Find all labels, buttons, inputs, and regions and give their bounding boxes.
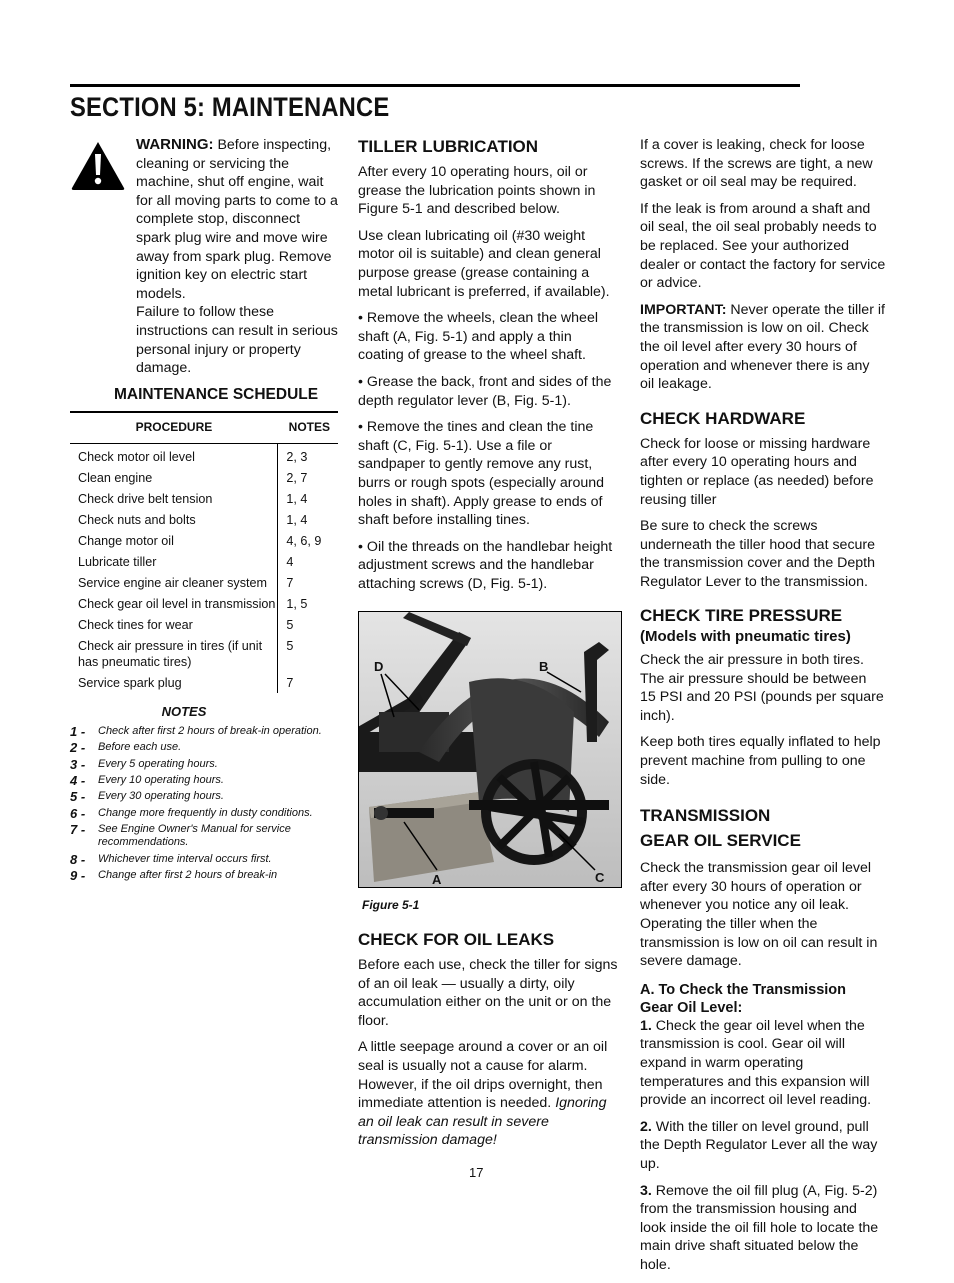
note-text: Check after first 2 hours of break-in operation.: [98, 725, 322, 738]
table-row: [70, 551, 338, 572]
paragraph: Keep both tires equally inflated to help prevent machine from pulling to one side.: [640, 734, 881, 788]
notes-cell: 7: [278, 672, 338, 693]
transmission-heading-line1: TRANSMISSION: [640, 806, 771, 826]
note-number: 6 -: [70, 805, 86, 821]
hardware-heading: CHECK HARDWARE: [640, 408, 806, 428]
table-row: [70, 593, 338, 614]
list-item: [70, 790, 338, 803]
notes-cell: 5: [278, 635, 338, 672]
note-text: Change after first 2 hours of break-in: [98, 868, 278, 881]
note-text: Every 10 operating hours.: [98, 774, 224, 787]
figure-caption: Figure 5-1: [362, 898, 420, 913]
step-1: [640, 1017, 886, 1110]
oil-leaks-heading: CHECK FOR OIL LEAKS: [358, 930, 555, 950]
step-text: With the tiller on level ground, pull the Depth Regulator Lever all the way up.: [640, 1118, 878, 1172]
figure-label-d: D: [374, 659, 384, 675]
col-procedure: PROCEDURE: [70, 412, 278, 444]
page-title: SECTION 5: MAINTENANCE: [70, 92, 390, 122]
list-item: [70, 807, 338, 820]
bullet: • Remove the wheels, clean the wheel shaft (A, Fig. 5-1) and apply a thin coating of grease to the wheel shaft.: [358, 310, 598, 364]
important-text: Never operate the tiller if the transmission is low on oil. Check the oil level after every 30 hours of operation and whenever there is any oil leakage.: [640, 301, 885, 393]
tiller-lubrication-heading: TILLER LUBRICATION: [358, 137, 539, 156]
step-text: Check the gear oil level when the transmission is cool. Gear oil will expand in warm operating temperatures and this expansion will provide an incorrect oil level reading.: [640, 1017, 872, 1109]
procedure-cell: Check air pressure in tires (if unit has pneumatic tires): [78, 638, 263, 669]
figure-label-c: C: [595, 870, 605, 886]
procedure-cell: Lubricate tiller: [78, 554, 157, 569]
paragraph: Check the transmission gear oil level after every 30 hours of operation or whenever you notice any oil leak. Operating the tiller when the transmission is low on oil can result in severe damage.: [640, 860, 878, 970]
note-text: Whichever time interval occurs first.: [98, 852, 272, 865]
paragraph: Use clean lubricating oil (#30 weight motor oil is suitable) and clean general purpose grease (grease containing a metal lubricant is preferred, if available).: [358, 227, 610, 300]
page-number: 17: [469, 1165, 484, 1180]
paragraph-warning-italic: Ignoring an oil leak can result in severe transmission damage!: [358, 1095, 607, 1149]
important-label: IMPORTANT:: [640, 301, 727, 318]
note-number: 7 -: [70, 821, 86, 837]
step-text: Remove the oil fill plug (A, Fig. 5-2) from the transmission housing and look inside the oil fill hole to locate the main drive shaft situated below the hole.: [640, 1182, 879, 1273]
notes-cell: 2, 7: [278, 467, 338, 488]
tire-pressure-heading: CHECK TIRE PRESSURE: [640, 606, 843, 626]
schedule-title: MAINTENANCE SCHEDULE: [114, 386, 319, 403]
transmission-heading: [640, 803, 886, 853]
notes-cell: 7: [278, 572, 338, 593]
list-item: [70, 725, 338, 738]
important-paragraph: [640, 301, 886, 394]
list-item: [70, 823, 338, 850]
list-item: [70, 869, 338, 882]
note-number: 9 -: [70, 867, 86, 883]
note-number: 1 -: [70, 724, 86, 740]
bullet: • Grease the back, front and sides of the depth regulator lever (B, Fig. 5-1).: [358, 373, 612, 409]
warning-consequence: Failure to follow these instructions can result in serious personal injury or property damage.: [136, 304, 338, 377]
note-number: 8 -: [70, 851, 86, 867]
note-number: 3 -: [70, 756, 86, 772]
paragraph: Be sure to check the screws underneath the tiller hood that secure the transmission cover and the Depth Regulator Lever to the transmission.: [640, 518, 876, 590]
table-row: [70, 509, 338, 530]
notes-cell: 4, 6, 9: [278, 530, 338, 551]
notes-cell: 4: [278, 551, 338, 572]
step-2: [640, 1118, 886, 1174]
procedure-cell: Service spark plug: [78, 675, 182, 690]
column-right: [640, 136, 886, 1283]
list-item: [70, 758, 338, 771]
notes-cell: 2, 3: [278, 443, 338, 467]
table-row: [70, 530, 338, 551]
paragraph: Before each use, check the tiller for signs of an oil leak — usually a dirty, oily accumulation either on the unit or on the floor.: [358, 957, 618, 1029]
transmission-heading-line2: GEAR OIL SERVICE: [640, 831, 801, 851]
note-text: Every 5 operating hours.: [98, 757, 218, 770]
procedure-cell: Clean engine: [78, 470, 153, 485]
table-row: [70, 467, 338, 488]
step-number: 3.: [640, 1182, 652, 1199]
warning-body: Before inspecting, cleaning or servicing the machine, shut off engine, wait for all moving parts to come to a complete stop, disconnect spark plug wire and move wire away from spark plug. Remove ignition key on electric start models.: [136, 137, 338, 302]
note-text: Every 30 operating hours.: [98, 790, 224, 803]
note-number: 4 -: [70, 773, 86, 789]
column-middle: [358, 136, 620, 1158]
list-item: [70, 774, 338, 787]
procedure-cell: Check gear oil level in transmission: [78, 596, 276, 611]
col-notes: NOTES: [278, 412, 338, 444]
procedure-cell: Check motor oil level: [78, 449, 195, 464]
transmission-subheading: [640, 981, 886, 1017]
notes-cell: 1, 5: [278, 593, 338, 614]
column-left: [70, 136, 338, 885]
bullet: • Remove the tines and clean the tine shaft (C, Fig. 5-1). Use a file or sandpaper to gently remove any rust, burrs or rough spots (especially around holes in shaft). Apply grease to ends of shaft before installing tines.: [358, 419, 605, 529]
paragraph-text: A little seepage around a cover or an oil seal is usually not a cause for alarm. However, if the oil drips overnight, then immediate attention is needed.: [358, 1039, 608, 1112]
table-row: [70, 443, 338, 467]
note-text: See Engine Owner's Manual for service recommendations.: [98, 822, 291, 849]
step-number: 2.: [640, 1118, 652, 1135]
notes-cell: 1, 4: [278, 488, 338, 509]
procedure-cell: Check tines for wear: [78, 617, 193, 632]
figure-label-b: B: [539, 659, 549, 675]
note-text: Change more frequently in dusty conditions.: [98, 806, 313, 819]
step-number: 1.: [640, 1017, 652, 1034]
notes-cell: 1, 4: [278, 509, 338, 530]
figure-label-a: A: [432, 872, 442, 888]
tire-pressure-subheading: (Models with pneumatic tires): [640, 628, 851, 646]
procedure-cell: Change motor oil: [78, 533, 174, 548]
list-item: [70, 741, 338, 754]
table-row: [70, 488, 338, 509]
subheading-line2: Gear Oil Level:: [640, 999, 743, 1016]
procedure-cell: Check drive belt tension: [78, 491, 213, 506]
tiller-illustration: [359, 612, 621, 887]
warning-triangle-icon: [70, 140, 126, 192]
table-row: [70, 572, 338, 593]
step-3: [640, 1182, 886, 1275]
note-number: 2 -: [70, 740, 86, 756]
notes-cell: 5: [278, 614, 338, 635]
paragraph: [358, 1038, 620, 1150]
note-text: Before each use.: [98, 741, 182, 754]
maintenance-schedule-table: [70, 411, 338, 693]
paragraph: Check the air pressure in both tires. The air pressure should be between 15 PSI and 20 PSI (pounds per square inch).: [640, 652, 884, 724]
warning-label: WARNING:: [136, 136, 214, 153]
bullet: • Oil the threads on the handlebar height adjustment screws and the handlebar attaching screws (D, Fig. 5-1).: [358, 538, 613, 592]
paragraph: After every 10 operating hours, oil or grease the lubrication points shown in Figure 5-1 and described below.: [358, 164, 596, 218]
figure-tiller-photo: [358, 611, 622, 888]
warning-text: [136, 136, 338, 378]
notes-list: [70, 725, 338, 882]
procedure-cell: Service engine air cleaner system: [78, 575, 267, 590]
warning-block: [70, 136, 338, 386]
subheading-line1: A. To Check the Transmission: [640, 981, 847, 998]
note-number: 5 -: [70, 789, 86, 805]
table-row: [70, 635, 338, 672]
paragraph: If the leak is from around a shaft and oil seal, the oil seal probably needs to be replaced. See your authorized dealer or contact the factory for service or advice.: [640, 200, 886, 292]
table-row: [70, 614, 338, 635]
notes-title: NOTES: [161, 703, 207, 719]
header-rule: [70, 84, 800, 87]
paragraph: If a cover is leaking, check for loose screws. If the screws are tight, a new gasket or oil seal may be required.: [640, 137, 873, 191]
paragraph: Check for loose or missing hardware after every 10 operating hours and tighten or replace (as needed) before reusing tiller: [640, 435, 874, 508]
table-row: [70, 672, 338, 693]
list-item: [70, 853, 338, 866]
procedure-cell: Check nuts and bolts: [78, 512, 196, 527]
